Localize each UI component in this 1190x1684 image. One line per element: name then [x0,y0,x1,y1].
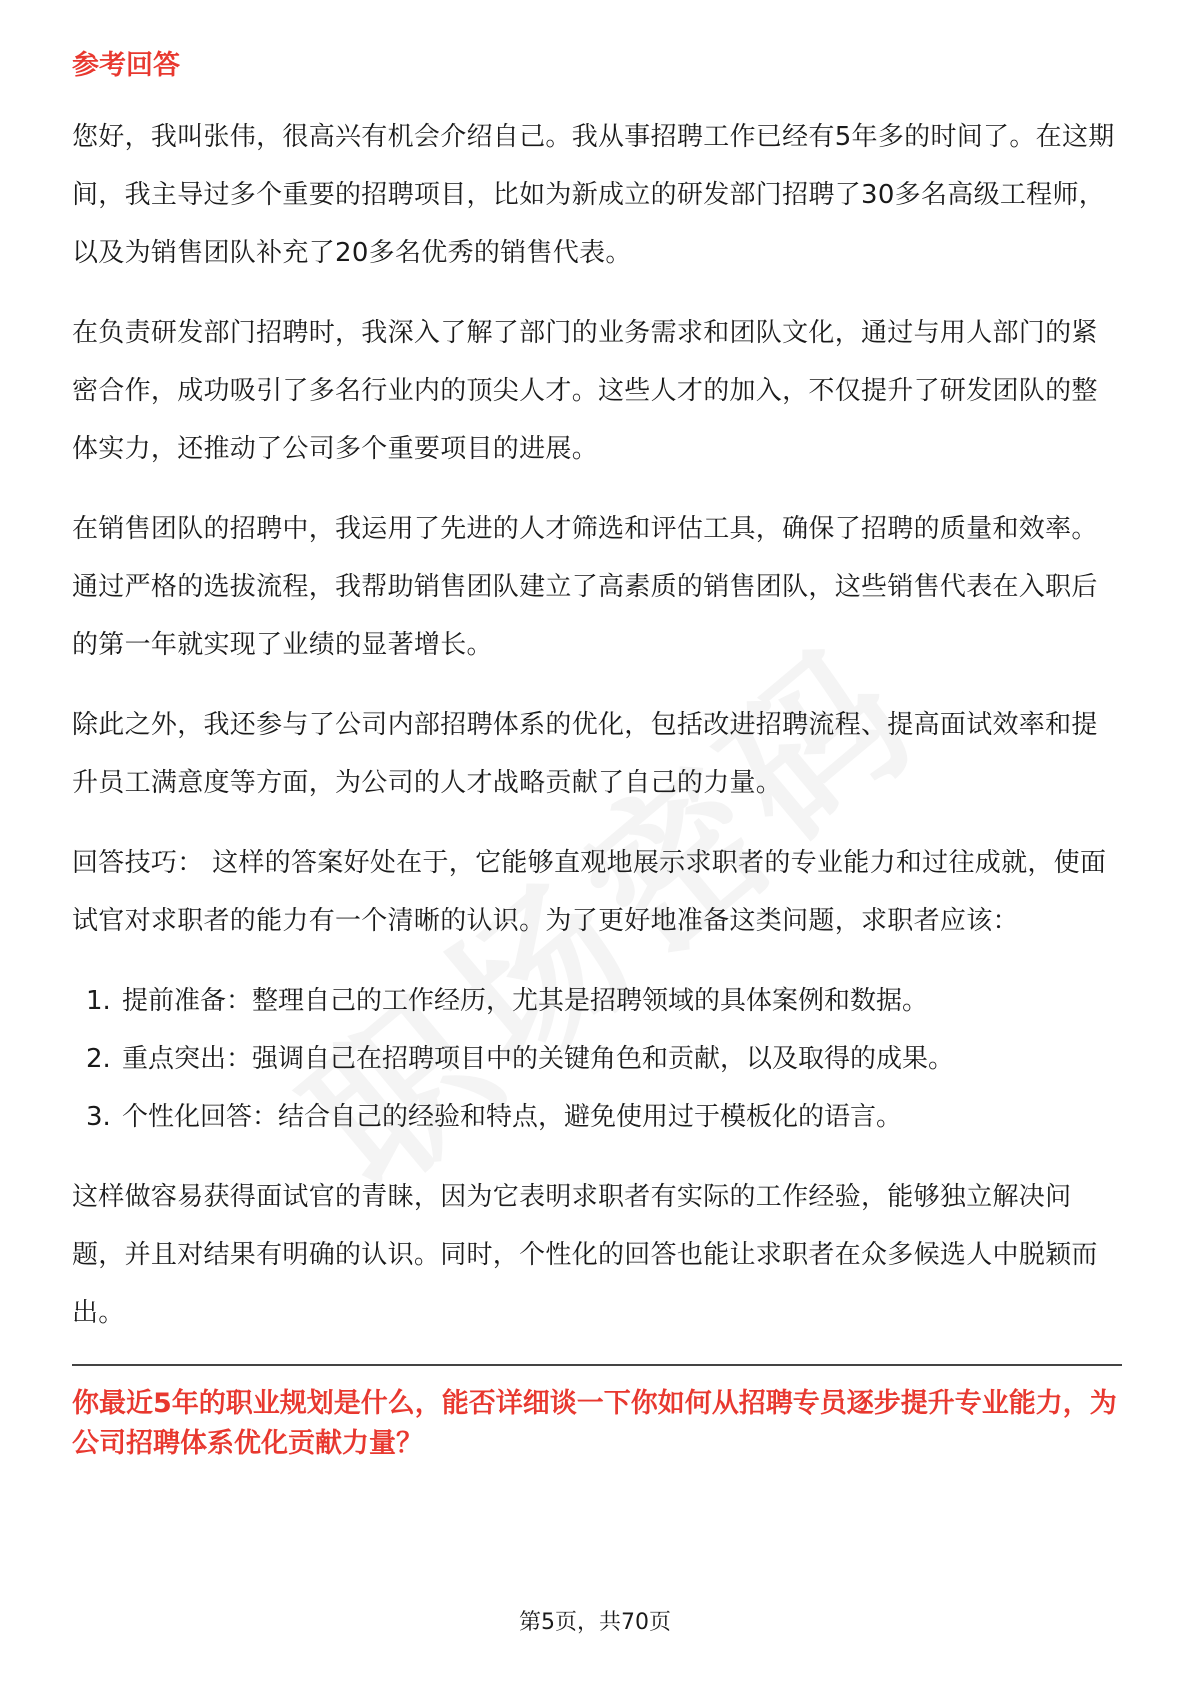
list-item-number: 1. [86,986,111,1016]
page-content [72,46,1122,1464]
list-item-text: 重点突出：强调自己在招聘项目中的关键角色和贡献，以及取得的成果。 [122,1044,955,1074]
list-item-text: 提前准备：整理自己的工作经历，尤其是招聘领域的具体案例和数据。 [122,986,929,1016]
closing-paragraph: 这样做容易获得面试官的青睐，因为它表明求职者有实际的工作经验，能够独立解决问题，并且对结果有明确的认识。同时，个性化的回答也能让求职者在众多候选人中脱颖而出。 [72,1182,1098,1328]
list-item-number: 3. [86,1102,111,1132]
list-item [72,1088,1122,1146]
section-title: 参考回答 [72,50,180,81]
list-item-text: 个性化回答：结合自己的经验和特点，避免使用过于模板化的语言。 [122,1102,903,1132]
answer-paragraph-4: 除此之外，我还参与了公司内部招聘体系的优化，包括改进招聘流程、提高面试效率和提升员工满意度等方面，为公司的人才战略贡献了自己的力量。 [72,710,1098,798]
list-item [72,972,1122,1030]
next-question-heading: 你最近5年的职业规划是什么，能否详细谈一下你如何从招聘专员逐步提升专业能力，为公司招聘体系优化贡献力量？ [72,1388,1117,1459]
answer-paragraph-2: 在负责研发部门招聘时，我深入了解了部门的业务需求和团队文化，通过与用人部门的紧密合作，成功吸引了多名行业内的顶尖人才。这些人才的加入，不仅提升了研发团队的整体实力，还推动了公司多个重要项目的进展。 [72,318,1098,464]
tips-intro-paragraph: 回答技巧： 这样的答案好处在于，它能够直观地展示求职者的专业能力和过往成就，使面试官对求职者的能力有一个清晰的认识。为了更好地准备这类问题，求职者应该： [72,848,1107,936]
answer-paragraph-3: 在销售团队的招聘中，我运用了先进的人才筛选和评估工具，确保了招聘的质量和效率。通过严格的选拔流程，我帮助销售团队建立了高素质的销售团队，这些销售代表在入职后的第一年就实现了业绩的显著增长。 [72,514,1098,660]
list-item [72,1030,1122,1088]
answer-paragraph-1: 您好，我叫张伟，很高兴有机会介绍自己。我从事招聘工作已经有5年多的时间了。在这期间，我主导过多个重要的招聘项目，比如为新成立的研发部门招聘了30多名高级工程师，以及为销售团队补充了20多名优秀的销售代表。 [72,122,1115,268]
page-footer: 第5页，共70页 [519,1610,671,1635]
list-item-number: 2. [86,1044,111,1074]
tips-list [72,972,1122,1146]
divider [72,1364,1122,1366]
